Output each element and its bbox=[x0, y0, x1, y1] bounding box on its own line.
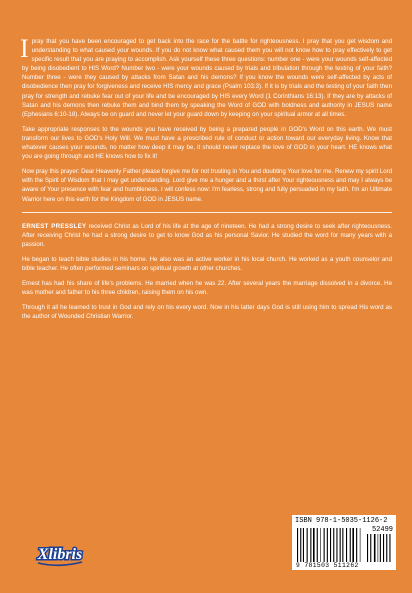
price-addon-barcode bbox=[367, 534, 391, 562]
barcode-bar bbox=[370, 534, 371, 562]
xlibris-logo bbox=[30, 541, 90, 569]
author-bio-paragraph-1 bbox=[22, 222, 392, 249]
barcode-bar bbox=[300, 528, 301, 562]
barcode-bar bbox=[320, 528, 321, 562]
blurb-paragraph-2: Take appropriate responses to the wounds you have received by being a prepared people in GOD's Word on this earth. We must transform our lives to GOD's Holy Will. We must have a prescribed rule of conduct or action toward our everyday living. Know that whatever causes your wounds, no matter how deep it may be, it should never replace the love of GOD in your heart. HE knows what you are going through and HE knows how to fix it! bbox=[22, 125, 392, 161]
isbn-barcode bbox=[292, 515, 396, 570]
barcode-bar bbox=[330, 528, 331, 562]
barcode-bars bbox=[295, 526, 393, 562]
drop-cap: I bbox=[20, 34, 29, 63]
barcode-bar bbox=[340, 528, 341, 562]
barcode-bar bbox=[336, 528, 337, 562]
barcode-bar bbox=[333, 528, 334, 562]
barcode-bar bbox=[327, 528, 328, 562]
back-cover-text bbox=[20, 34, 392, 327]
author-bio-paragraph-4: Through it all he learned to trust in God and rely on his every word. Now in his latter days God is still using him to spread His word as the author of Wounded Christian Warrior. bbox=[22, 304, 392, 321]
barcode-bar bbox=[303, 528, 304, 562]
blurb-paragraph-1-text: pray that you have been encouraged to get back into the race for the battle for righteousness. I pray that you get wisdom and understanding to what caused your wounds. If you do not know what caused them you will not know how to pray effectively to get specific result that you are praying to accomplish. Ask yourself these three questions: number one - were your wounds self-affected by being disobedient to HIS Word? Number two - were your wounds caused by trials and tribulation through the testing of your faith? Number three - were they caused by attacks from Satan and his demons? If you know the wounds were self-affected by acts of disobedience then pray for forgiveness and receive HIS mercy and grace (Psalm 103:3). If it is by trials and the testing of your faith then pray for strength and rebuke fear out of your life and be encouraged by HIS every Word (1 Corinthians 16:13). If they are by attacks of Satan and his demons then rebuke them and bind them by speaking the Word of GOD with boldness and authority in JESUS name (Ephesians 6:10-18). Always be on guard and never let your guard down by keeping on your spiritual armor at all times. bbox=[22, 38, 392, 118]
xlibris-logo-text: Xlibris bbox=[37, 546, 83, 563]
barcode-bar bbox=[378, 534, 379, 562]
prayer-paragraph: Now pray this prayer: Dear Heavenly Father please forgive me for not trusting in You and doubting Your love for me. Renew my spirit Lord with the Spirit of Wisdom that I may get understanding. Lord give me a hunger and a thirst after Your righteousness and may I always be aware of Your presence with fear and humbleness. I will confess now: I'm fearless, strong and fully persuaded in my faith. I'm an Ultimate Warrior here on this earth for the Kingdom of GOD in JESUS name. bbox=[22, 168, 392, 203]
blurb-paragraph-1 bbox=[20, 34, 392, 119]
barcode-bar bbox=[313, 528, 315, 562]
price-code: 52499 bbox=[371, 526, 393, 534]
author-bio-paragraph-3: Ernest has had his share of life's problems. He married when he was 22. After several years the marriage dissolved in a divorce. He was mother and father to his three children, raising them on his own. bbox=[22, 280, 392, 297]
barcode-bar bbox=[324, 528, 325, 562]
barcode-bar bbox=[342, 528, 343, 562]
barcode-bar bbox=[386, 534, 387, 562]
author-bio-paragraph-2: He began to teach bible studies in his home. He also was an active worker in his local church. He worked as a youth counselor and bible teacher. He often performed seminars on spiritual growth at other churches. bbox=[22, 255, 392, 272]
barcode-bar bbox=[383, 534, 384, 562]
ean-barcode bbox=[297, 528, 360, 562]
barcode-bar bbox=[380, 534, 381, 562]
barcode-bar bbox=[374, 534, 376, 562]
isbn-label: ISBN 978-1-5035-1126-2 bbox=[295, 517, 388, 525]
barcode-bar bbox=[352, 528, 354, 562]
barcode-bar bbox=[297, 528, 298, 562]
barcode-bar bbox=[350, 528, 351, 562]
author-name: ERNEST PRESSLEY bbox=[22, 222, 87, 230]
barcode-bar bbox=[307, 528, 308, 562]
barcode-bar bbox=[310, 528, 311, 562]
barcode-bar bbox=[360, 528, 361, 562]
author-bio-paragraph-1-text: received Christ as Lord of his life at the age of nineteen. He had a strong desire to seek after righteousness. After receiving Christ he had a strong desire to get to know God as his personal Savior. He studied the word for many years with a passion. bbox=[22, 222, 392, 248]
barcode-bar bbox=[356, 528, 357, 562]
barcode-bar bbox=[317, 528, 318, 562]
section-divider bbox=[22, 212, 392, 213]
barcode-bar bbox=[367, 534, 368, 562]
barcode-bar bbox=[346, 528, 347, 562]
ean-digits: 9 781503 511262 bbox=[296, 562, 359, 569]
barcode-bar bbox=[389, 534, 390, 562]
